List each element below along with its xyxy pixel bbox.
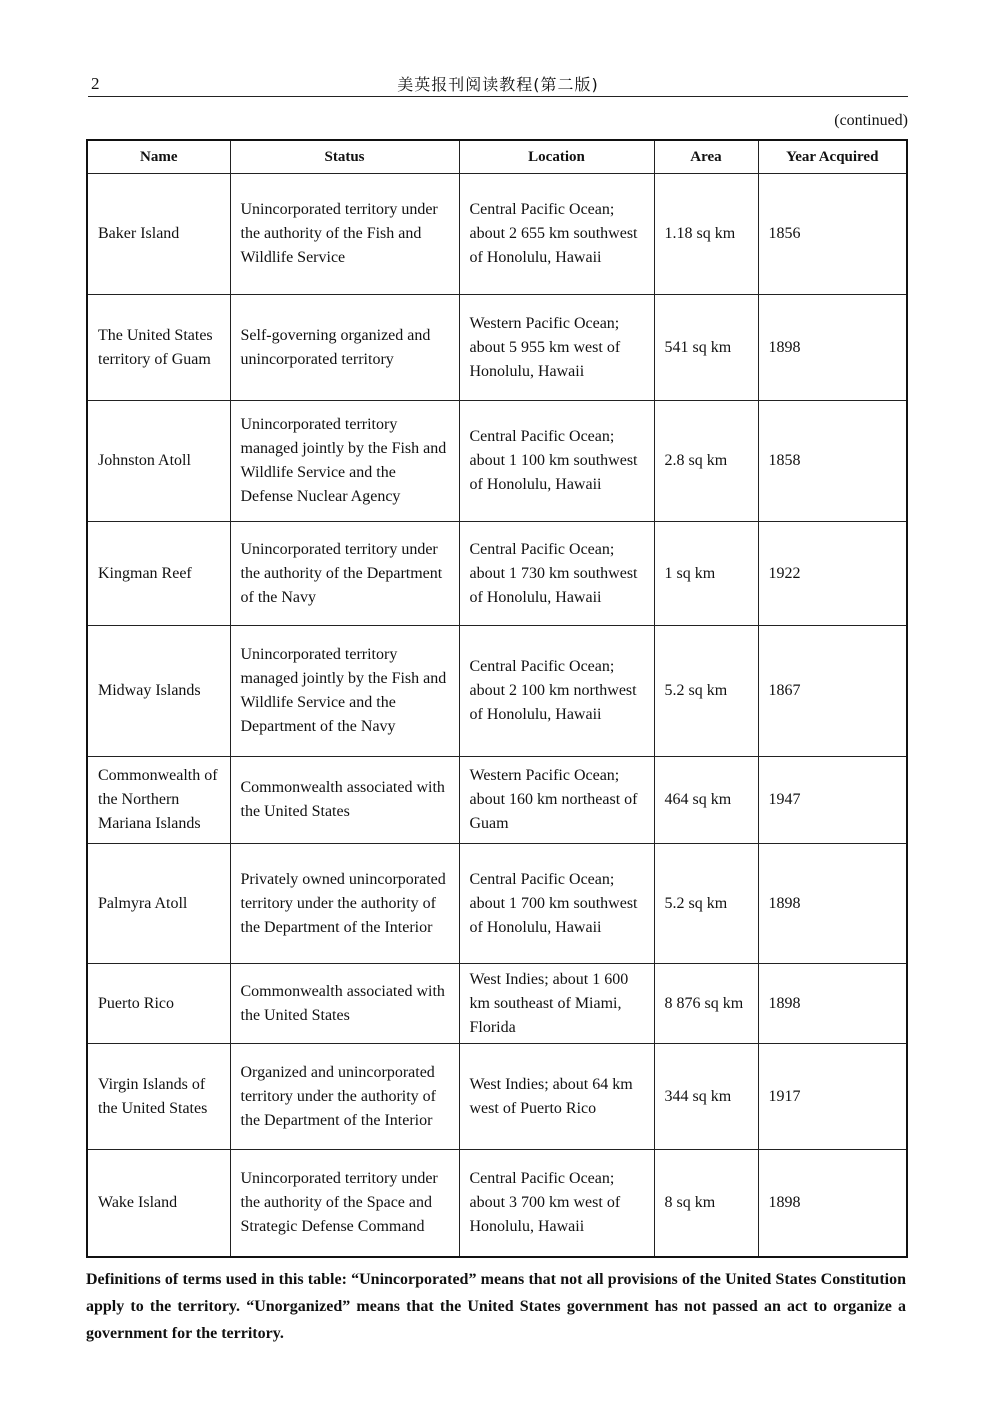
cell-area: 541 sq km [654,295,758,401]
cell-name: The United States territory of Guam [87,295,230,401]
cell-area: 464 sq km [654,757,758,844]
cell-name: Commonwealth of the Northern Mariana Islands [87,757,230,844]
cell-year: 1898 [758,844,907,964]
cell-name: Baker Island [87,174,230,295]
cell-location: Central Pacific Ocean; about 2 655 km southwest of Honolulu, Hawaii [459,174,654,295]
table-row [87,295,907,401]
cell-year: 1867 [758,626,907,757]
table-row [87,626,907,757]
cell-status: Unincorporated territory managed jointly by the Fish and Wildlife Service and the Department of the Navy [230,626,459,757]
column-header-name: Name [87,140,230,174]
cell-area: 1.18 sq km [654,174,758,295]
cell-status: Privately owned unincorporated territory under the authority of the Department of the Interior [230,844,459,964]
cell-location: Western Pacific Ocean; about 160 km northeast of Guam [459,757,654,844]
cell-location: Central Pacific Ocean; about 1 730 km southwest of Honolulu, Hawaii [459,522,654,626]
cell-area: 8 876 sq km [654,964,758,1044]
cell-area: 344 sq km [654,1044,758,1150]
table-row [87,844,907,964]
table-row [87,964,907,1044]
cell-year: 1917 [758,1044,907,1150]
cell-location: Central Pacific Ocean; about 2 100 km northwest of Honolulu, Hawaii [459,626,654,757]
continued-label: (continued) [834,112,908,129]
column-header-location: Location [459,140,654,174]
cell-location: Central Pacific Ocean; about 1 100 km southwest of Honolulu, Hawaii [459,401,654,522]
cell-name: Puerto Rico [87,964,230,1044]
table-row [87,522,907,626]
table-header-row [87,140,907,174]
page-header [88,70,908,97]
table-row [87,757,907,844]
cell-name: Wake Island [87,1150,230,1257]
cell-location: West Indies; about 64 km west of Puerto Rico [459,1044,654,1150]
cell-status: Organized and unincorporated territory under the authority of the Department of the Interior [230,1044,459,1150]
cell-area: 2.8 sq km [654,401,758,522]
cell-status: Unincorporated territory under the authority of the Department of the Navy [230,522,459,626]
cell-location: Central Pacific Ocean; about 3 700 km west of Honolulu, Hawaii [459,1150,654,1257]
table-row [87,1150,907,1257]
cell-name: Kingman Reef [87,522,230,626]
cell-location: Central Pacific Ocean; about 1 700 km southwest of Honolulu, Hawaii [459,844,654,964]
page-number: 2 [91,74,100,93]
cell-area: 5.2 sq km [654,626,758,757]
running-title: 美英报刊阅读教程(第二版) [397,75,599,94]
cell-status: Commonwealth associated with the United States [230,964,459,1044]
cell-name: Palmyra Atoll [87,844,230,964]
table-footnote [86,1266,906,1347]
column-header-area: Area [654,140,758,174]
cell-year: 1922 [758,522,907,626]
cell-status: Unincorporated territory under the authority of the Fish and Wildlife Service [230,174,459,295]
cell-status: Self-governing organized and unincorporated territory [230,295,459,401]
cell-area: 1 sq km [654,522,758,626]
cell-status: Unincorporated territory under the authority of the Space and Strategic Defense Command [230,1150,459,1257]
cell-year: 1898 [758,295,907,401]
cell-year: 1856 [758,174,907,295]
cell-location: West Indies; about 1 600 km southeast of Miami, Florida [459,964,654,1044]
cell-name: Midway Islands [87,626,230,757]
cell-name: Virgin Islands of the United States [87,1044,230,1150]
table-row [87,1044,907,1150]
column-header-status: Status [230,140,459,174]
table-row [87,174,907,295]
cell-year: 1898 [758,1150,907,1257]
cell-year: 1858 [758,401,907,522]
cell-year: 1947 [758,757,907,844]
table-row [87,401,907,522]
cell-location: Western Pacific Ocean; about 5 955 km west of Honolulu, Hawaii [459,295,654,401]
cell-status: Unincorporated territory managed jointly by the Fish and Wildlife Service and the Defense Nuclear Agency [230,401,459,522]
cell-name: Johnston Atoll [87,401,230,522]
column-header-year-acquired: Year Acquired [758,140,907,174]
territories-table [86,139,908,1258]
cell-area: 8 sq km [654,1150,758,1257]
cell-year: 1898 [758,964,907,1044]
cell-status: Commonwealth associated with the United States [230,757,459,844]
footnote-text: Definitions of terms used in this table: “Unincorporated” means that not all provisions of the United States Constitution apply to the territory. “Unorganized” means that the United States government has not passed an act to organize a government for the territory. [86,1271,906,1342]
cell-area: 5.2 sq km [654,844,758,964]
